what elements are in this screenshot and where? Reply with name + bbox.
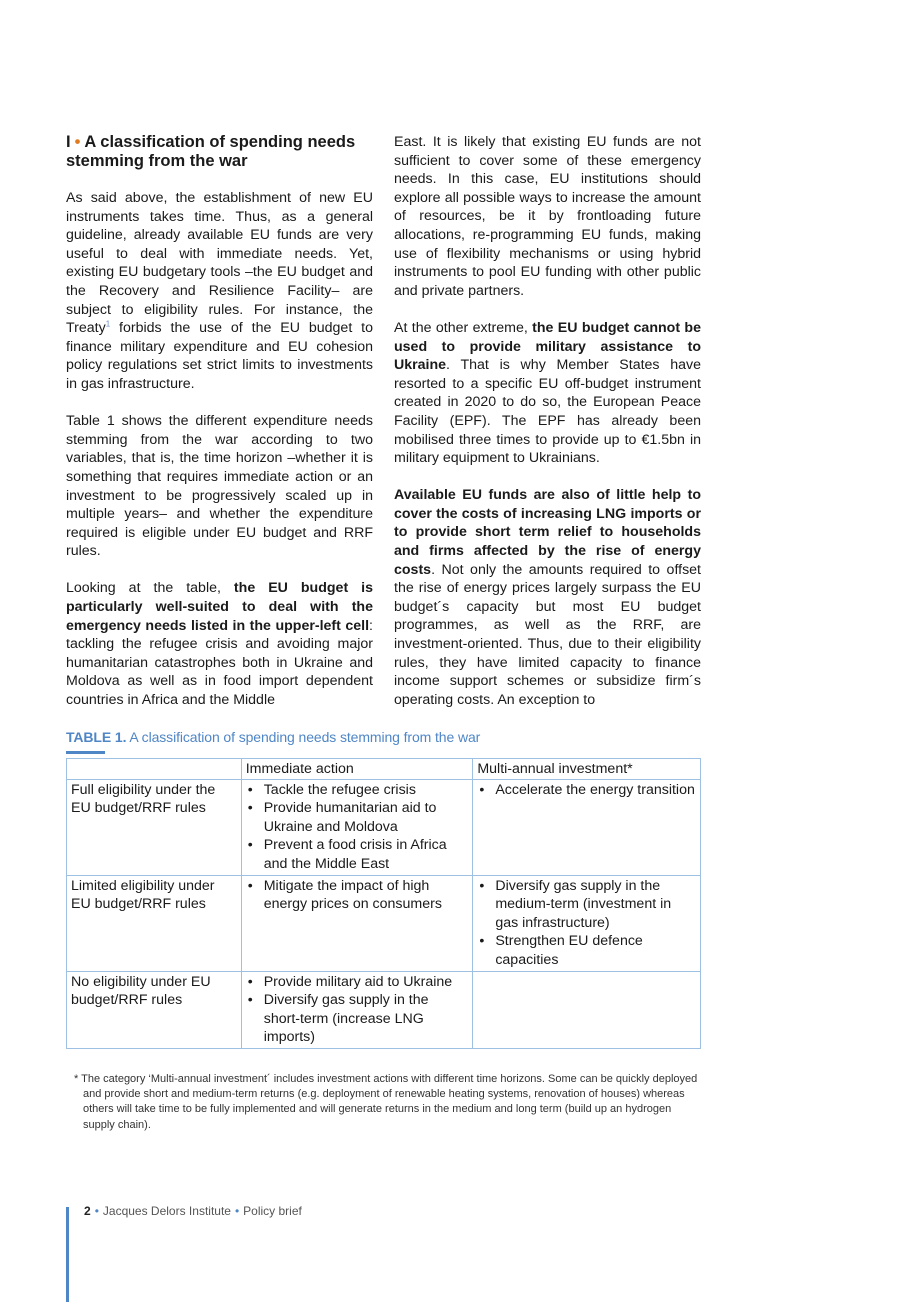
cell-immediate-action (241, 875, 473, 971)
footer-separator: • (234, 1204, 240, 1218)
list-item: • Tackle the refugee crisis (264, 781, 469, 800)
left-paragraph-3: Looking at the table, the EU budget is particularly well-suited to deal with the emergency needs listed in the upper-left cell: tackling the refugee crisis and avoiding major humanitarian catastrophes both in Ukraine and Moldova as well as in food import dependent countries in Africa and the Middle (66, 580, 373, 709)
footer-doc-type: Policy brief (243, 1204, 302, 1218)
footer-institute: Jacques Delors Institute (102, 1204, 231, 1218)
section-bullet: • (74, 133, 81, 151)
cell-multi-annual (473, 779, 701, 875)
cell-immediate-action (241, 779, 473, 875)
page-footer (84, 1204, 302, 1218)
cell-list (477, 781, 696, 800)
footer-side-bar (66, 1207, 69, 1302)
cell-list (246, 781, 469, 874)
table-footnote: * The category ‘Multi-annual investment´ includes investment actions with different time horizons. Some can be quickly deployed and provide short and medium-term returns (e.g. deployment of renewable heating systems, renovation of houses) whereas others will take time to be fully implemented and will generate returns in the medium and long term (build up an hydrogen supply chain). (74, 1073, 698, 1131)
cell-multi-annual (473, 875, 701, 971)
table-label: TABLE 1. (66, 729, 127, 745)
right-paragraph-2: At the other extreme, the EU budget cannot be used to provide military assistance to Ukraine. That is why Member States have resorted to a specific EU off-budget instrument created in 2020 to do so, the European Peace Facility (EPF). The EPF has already been mobilised three times to provide up to €1.5bn in military equipment to Ukrainians. (394, 319, 701, 467)
row-label: No eligibility under EU budget/RRF rules (67, 971, 242, 1048)
cell-immediate-action (241, 971, 473, 1048)
table-row (67, 779, 701, 875)
table-body (67, 779, 701, 1048)
list-item: • Diversify gas supply in the short-term (increase LNG imports) (264, 991, 469, 1047)
cell-multi-annual (473, 971, 701, 1048)
footer-separator: • (94, 1204, 99, 1218)
cell-list (246, 877, 469, 914)
table-header-row (67, 759, 701, 780)
left-paragraph-1: As said above, the establishment of new EU instruments takes time. Thus, as a general guideline, already available EU funds are very useful to deal with immediate needs. Yet, existing EU budgetary tools –the EU budget and the Recovery and Resilience Facility– are subject to eligibility rules. For instance, the Treaty$^1$ forbids the use of the EU budget to finance military expenditure and EU cohesion policy regulations set strict limits to investments in gas infrastructure. (66, 190, 373, 392)
table-row (67, 971, 701, 1048)
left-column (66, 133, 373, 728)
left-paragraph-2: Table 1 shows the different expenditure needs stemming from the war according to two variables, that is, the time horizon –whether it is something that requires immediate action or an investment to be progressively scaled up in multiple years– and whether the expenditure required is eligible under EU budget and RRF rules. (66, 413, 373, 560)
section-number: I (66, 133, 71, 151)
list-item: • Provide military aid to Ukraine (264, 973, 469, 992)
list-item: • Diversify gas supply in the medium-term (investment in gas infrastructure) (495, 877, 696, 933)
list-item: • Prevent a food crisis in Africa and the Middle East (264, 836, 469, 873)
row-label: Limited eligibility under EU budget/RRF rules (67, 875, 242, 971)
section-heading: A classification of spending needs stemming from the war (66, 133, 356, 170)
section-title (66, 133, 373, 171)
right-paragraph-1: East. It is likely that existing EU funds are not sufficient to cover some of these emergency needs. In this case, EU institutions should explore all possible ways to increase the amount of resources, be it by frontloading future allocations, re-programming EU funds, making use of flexibility mechanisms or using hybrid instruments to pool EU funding with other public and private partners. (394, 134, 701, 299)
table-title: A classification of spending needs stemming from the war (129, 729, 481, 745)
cell-list (477, 877, 696, 970)
table-row (67, 875, 701, 971)
header-immediate-action: Immediate action (241, 759, 473, 780)
classification-table (66, 758, 701, 1049)
row-label: Full eligibility under the EU budget/RRF rules (67, 779, 242, 875)
footnote-ref-1[interactable]: 1 (105, 319, 111, 329)
list-item: • Accelerate the energy transition (495, 781, 696, 800)
table-caption-rule (66, 751, 105, 754)
right-paragraph-3: Available EU funds are also of little help to cover the costs of increasing LNG imports or to provide short term relief to households and firms affected by the rise of energy costs. Not only the amounts required to offset the rise of energy prices largely surpass the EU budget´s capacity but most EU budget programmes, as well as the RRF, are investment-oriented. Thus, due to their eligibility rules, they have limited capacity to finance income support schemes or subsidize firm´s operating costs. An exception to (394, 487, 701, 708)
list-item: • Provide humanitarian aid to Ukraine and Moldova (264, 799, 469, 836)
header-multi-annual-investment: Multi-annual investment* (473, 759, 701, 780)
header-empty (67, 759, 242, 780)
page-number: 2 (84, 1204, 91, 1218)
right-column (394, 133, 701, 728)
cell-list (246, 973, 469, 1047)
list-item: • Strengthen EU defence capacities (495, 932, 696, 969)
list-item: • Mitigate the impact of high energy prices on consumers (264, 877, 469, 914)
table-caption (66, 729, 480, 745)
